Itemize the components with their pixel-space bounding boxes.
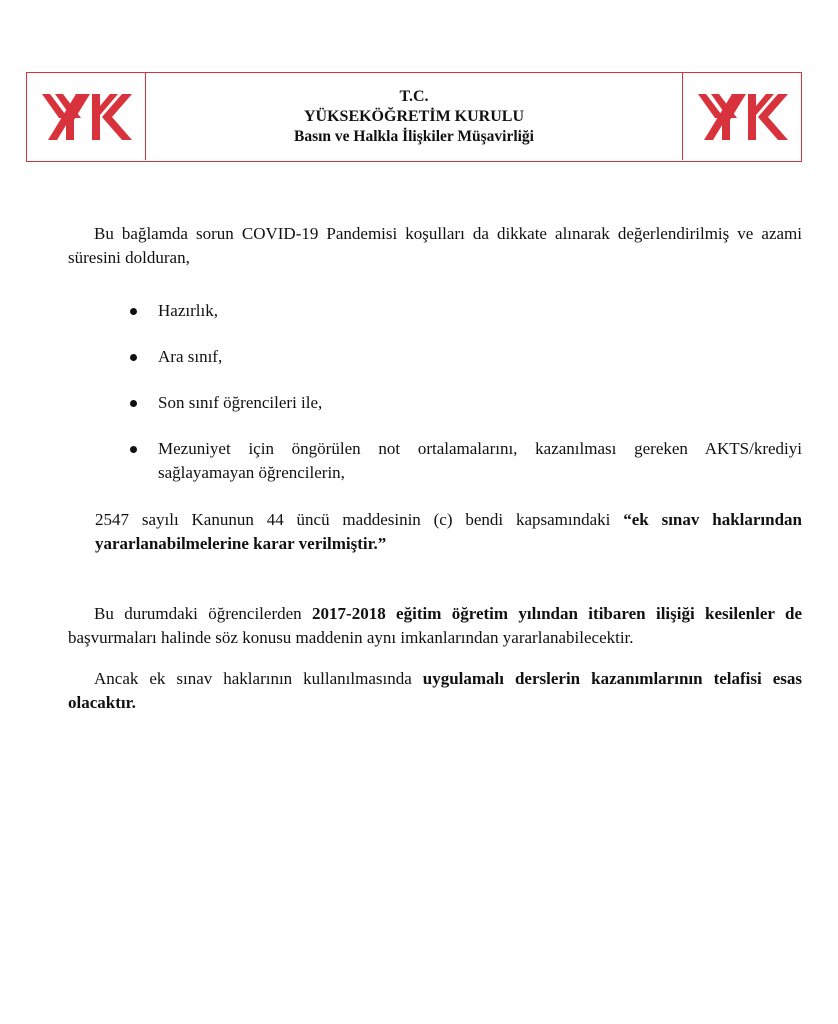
list-item-text: Mezuniyet için öngörülen not ortalamalarını, kazanılması gereken AKTS/krediyi sağlayamayan öğrencilerin, [158,439,802,482]
list-item [68,299,802,323]
logo-cell-right [682,73,801,160]
header-institution: YÜKSEKÖĞRETİM KURULU [303,107,525,125]
decision-paragraph [68,508,802,556]
header-department: Basın ve Halkla İlişkiler Müşavirliği [294,127,534,145]
list-item [68,345,802,369]
list-item [68,391,802,415]
list-item-text: Hazırlık, [158,301,218,320]
decision-text: 2547 sayılı Kanunun 44 üncü maddesinin (c) bendi kapsamındaki [95,510,624,529]
para2-bold-text: 2017-2018 eğitim öğretim yılından itibaren ilişiği kesilenler de [312,604,802,623]
document-body [68,222,802,715]
bullet-icon [130,354,137,361]
para3-bold-text: uygulamalı derslerin kazanımlarının telafisi esas olacaktır. [68,669,802,712]
bullet-icon [130,308,137,315]
list-item [68,437,802,485]
bullet-list [68,299,802,485]
list-item-text: Ara sınıf, [158,347,223,366]
practical-courses-paragraph [68,667,802,715]
para2-text: Bu durumdaki öğrencilerden [94,604,313,623]
bullet-icon [130,446,137,453]
header-tc: T.C. [399,87,429,105]
bullet-icon [130,400,137,407]
para2-text-end: başvurmaları halinde söz konusu maddenin aynı imkanlarından yararlanabilecektir. [68,628,634,647]
para3-text: Ancak ek sınav haklarının kullanılmasında [94,669,423,688]
letterhead-title [145,73,683,160]
yok-logo-icon [696,92,788,142]
list-item-text: Son sınıf öğrencileri ile, [158,393,323,412]
decision-bold-text: “ek sınav haklarından yararlanabilmelerine karar verilmiştir.” [95,510,802,553]
letterhead [26,72,802,162]
intro-paragraph: Bu bağlamda sorun COVID-19 Pandemisi koşulları da dikkate alınarak değerlendirilmiş ve azami süresini dolduran, [68,224,802,267]
former-students-paragraph [68,602,802,650]
yok-logo-icon [40,92,132,142]
logo-cell-left [27,73,146,160]
